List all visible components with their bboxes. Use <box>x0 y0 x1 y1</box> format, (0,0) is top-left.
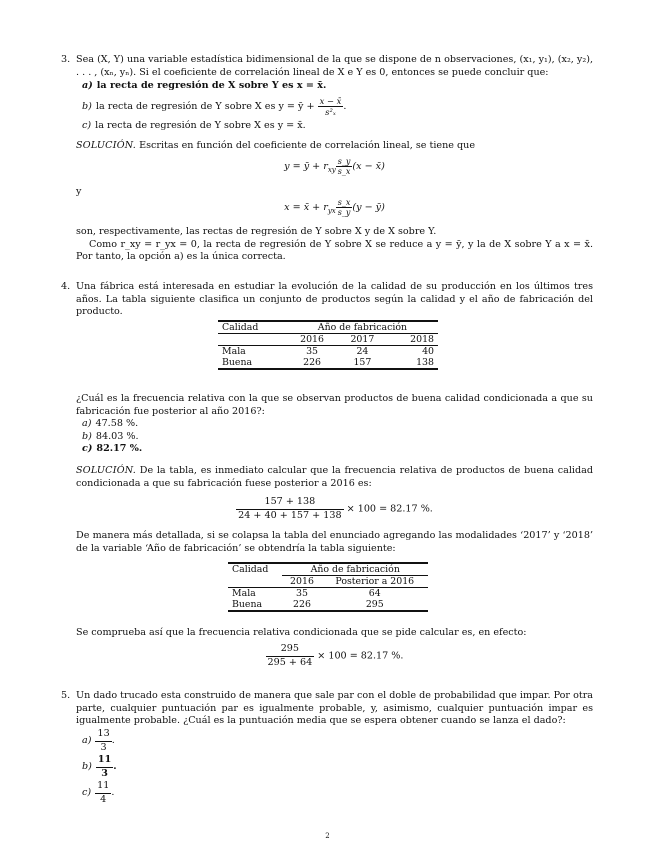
equation-regression-y-on-x: y = ȳ + $r_{xy}$ $\frac{s\_y}{s\_x}$ (x − x̄) <box>284 157 385 176</box>
question-5 <box>61 690 593 728</box>
option-text-post: . <box>343 100 347 112</box>
fraction-numerator: x − x̄ <box>319 95 342 106</box>
table-row: Buena 226 295 <box>228 599 428 611</box>
page-number: 2 <box>325 832 330 840</box>
question-number: 3. <box>61 54 71 65</box>
option-a: a) 47.58 %. <box>82 418 139 430</box>
option-c: c) 82.17 %. <box>82 443 143 455</box>
option-a <box>82 80 593 93</box>
fraction <box>318 95 347 117</box>
table-row: Buena 226 157 138 <box>218 357 438 369</box>
question-number: 5. <box>61 690 71 701</box>
table-row: Mala 35 24 40 <box>222 346 434 357</box>
collapsed-table: Calidad Año de fabricación 2016 Posterior a 2016 Mala 35 64 Buena 226 295 <box>228 562 428 612</box>
solution-label: SOLUCIÓN. <box>76 465 136 476</box>
question-3-solution <box>76 140 593 153</box>
question-5-options <box>76 728 593 806</box>
table-row: Mala 35 64 <box>232 588 381 599</box>
option-b <box>82 96 593 117</box>
question-stem: Un dado trucado esta construido de manera que sale par con el doble de probabilidad que impar. Por otra parte, cualquier puntuación par es igualmente probable, y, asimismo, cualquier puntuación impar es igualmente probable. ¿Cuál es la puntuación media que se espera obtener cuando se lanza el dado?: <box>76 690 593 727</box>
question-4-final: Se comprueba así que la frecuencia relativa condicionada que se pide calcular es, en efecto: <box>76 627 527 638</box>
fraction: $\frac{11}{4}$ <box>97 780 110 805</box>
equation-regression-x-on-y: x = x̄ + $r_{yx}$ $\frac{s\_x}{s\_y}$ (y − ȳ) <box>284 198 385 217</box>
option-text: la recta de regresión de X sobre Y es x = x̄. <box>96 80 327 91</box>
fraction: $\frac{295}{295 + 64}$ <box>267 643 313 668</box>
option-b: b) $\frac{11}{3}$ . <box>82 754 117 779</box>
fraction: $\frac{11}{3}$ <box>97 754 112 779</box>
equation-confirm: $\frac{295}{295 + 64}$ × 100 = 82.17 %. <box>267 643 404 668</box>
question-4 <box>61 281 593 319</box>
solution-intro: Escritas en función del coeficiente de correlación lineal, se tiene que <box>139 140 476 151</box>
fraction: $\frac{13}{3}$ <box>97 728 110 753</box>
option-letter: a) <box>82 80 93 91</box>
equation-relative-frequency: $\frac{157 + 138}{24 + 40 + 157 + 138}$ × 100 = 82.17 %. <box>238 496 433 521</box>
option-letter: b) <box>82 100 92 112</box>
question-4-question: ¿Cuál es la frecuencia relativa con la que se observan productos de buena calidad condicionada a que su fabricación fue posterior al año 2016?: a) 47.58 %. b) 84.03 %. c) 82.17 %. <box>76 393 593 455</box>
question-stem: Una fábrica está interesada en estudiar la evolución de la calidad de su producción en los últimos tres años. La tabla siguiente clasifica un conjunto de productos según la calidad y el año de fabricación del producto. <box>76 281 593 318</box>
question-3-options <box>76 80 593 132</box>
question-4-detail: De manera más detallada, si se colapsa la tabla del enunciado agregando las modalidades ‘2017’ y ‘2018’ de la variable ‘Año de fabricación’ se obtendría la tabla siguiente: <box>76 530 593 554</box>
option-c <box>82 120 593 133</box>
fraction: $\frac{157 + 138}{24 + 40 + 157 + 138}$ <box>238 496 342 521</box>
option-a: a) $\frac{13}{3}$ . <box>82 728 115 753</box>
fraction: $\frac{s\_x}{s\_y}$ <box>337 198 351 217</box>
option-text: la recta de regresión de Y sobre X es y = x̄. <box>95 119 306 131</box>
quality-year-table: Calidad Año de fabricación 2016 2017 2018 Mala 35 24 40 Buena 226 157 138 <box>218 320 438 370</box>
question-4-solution: SOLUCIÓN. De la tabla, es inmediato calcular que la frecuencia relativa de productos de buena calidad condicionada a que su fabricación fuese posterior a 2016 es: <box>76 465 593 489</box>
solution-label: SOLUCIÓN. <box>76 140 136 151</box>
option-letter: c) <box>82 119 92 131</box>
question-stem: Sea (X, Y) una variable estadística bidimensional de la que se dispone de n observaciones, (x₁, y₁), (x₂, y₂), . . . , (xₙ, yₙ). Si el coeficiente de correlación lineal de X e Y es 0, entonces se puede concluir que: <box>76 54 593 78</box>
option-b: b) 84.03 %. <box>82 430 139 442</box>
question-3-conclusion: son, respectivamente, las rectas de regresión de Y sobre X y de X sobre Y. Como r_xy = r_yx = 0, la recta de regresión de Y sobre X se reduce a y = ȳ, y la de X sobre Y a x = x̄. Por tanto, la opción a) es la única correcta. <box>76 226 593 263</box>
question-3 <box>61 54 593 79</box>
option-c: c) $\frac{11}{4}$ . <box>82 780 115 805</box>
fraction: $\frac{s\_y}{s\_x}$ <box>337 157 351 176</box>
fraction-denominator: s²ₓ <box>325 106 336 117</box>
question-number: 4. <box>61 281 71 292</box>
y-connector: y <box>76 186 82 197</box>
option-text: la recta de regresión de Y sobre X es y = ȳ + <box>95 100 315 112</box>
